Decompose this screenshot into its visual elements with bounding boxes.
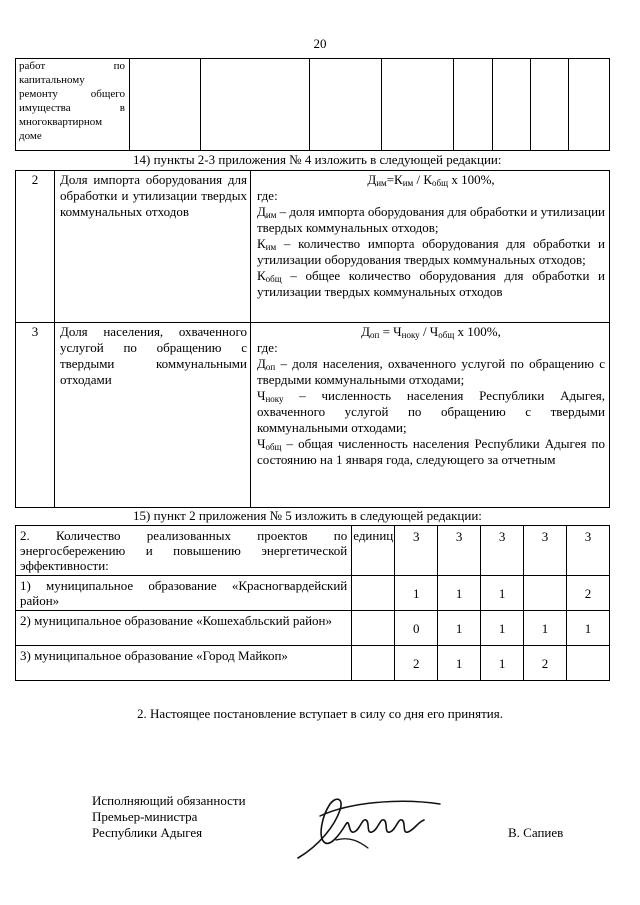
value-cell: 3 [395,526,438,576]
table-row [16,171,610,323]
row-label: 2. Количество реализованных проектов по энергосбережению и повышению энергетической эффективности: [16,526,352,576]
value-cell: 1 [395,576,438,611]
row-label: 3) муниципальное образование «Город Майкоп» [16,646,352,681]
value-cell [524,576,567,611]
amendment-item-14: 14) пункты 2-3 приложения № 4 изложить в следующей редакции: [133,152,502,167]
unit-cell: единиц [352,526,395,576]
continued-table [15,58,610,151]
row-number: 3 [16,323,55,508]
energy-projects-table [15,525,610,681]
unit-cell [352,646,395,681]
signatory-name: В. Сапиев [508,825,564,840]
value-cell: 2 [395,646,438,681]
definition: $Ч_{ноку}$ – численность населения Республики Адыгея, охваченного услугой по обращению с твердыми коммунальными отходами; [257,388,605,435]
table-row [16,611,610,646]
signatory-line: Премьер-министра [92,809,198,824]
indicator-name: Доля населения, охваченного услугой по обращению с твердыми коммунальными отходами [55,323,251,508]
table-row [16,576,610,611]
row-label: 2) муниципальное образование «Кошехабльский район» [16,611,352,646]
table-cell [493,59,531,151]
unit-cell [352,576,395,611]
table-cell [531,59,569,151]
definition: $Д_{им}$ – доля импорта оборудования для обработки и утилизации твердых коммунальных отходов; [257,204,605,235]
value-cell: 1 [438,646,481,681]
value-cell [566,646,609,681]
indicator-name: Доля импорта оборудования для обработки и утилизации твердых коммунальных отходов [55,171,251,323]
definition: $К_{общ}$ – общее количество оборудования для обработки и утилизации твердых коммунальных отходов [257,268,605,299]
row-label: 1) муниципальное образование «Красногвардейский район» [16,576,352,611]
signatory-title [92,793,246,841]
table-cell [201,59,310,151]
value-cell: 3 [524,526,567,576]
table-cell [130,59,201,151]
page-number: 20 [313,36,327,51]
value-cell: 1 [524,611,567,646]
formula: $Д_{им}=К_{им} / К_{общ}$ х 100%, [367,172,495,188]
signatory-line: Исполняющий обязанности [92,793,246,808]
table-row [16,646,610,681]
table-row [16,323,610,508]
table-cell [569,59,610,151]
table-row [16,526,610,576]
row-number: 2 [16,171,55,323]
value-cell: 1 [438,611,481,646]
formula: $Д_{оп} = Ч_{ноку} / Ч_{общ}$ х 100%, [361,324,501,340]
where-label: где: [257,188,278,203]
handwritten-signature [290,790,470,870]
value-cell: 1 [481,646,524,681]
indicator-method [251,323,610,508]
value-cell: 2 [566,576,609,611]
definition: $Д_{оп}$ – доля населения, охваченного услугой по обращению с твердыми коммунальными отходами; [257,356,605,387]
value-cell: 1 [481,576,524,611]
indicators-table [15,170,610,508]
effective-date-paragraph: 2. Настоящее постановление вступает в силу со дня его принятия. [137,706,503,721]
value-cell: 1 [566,611,609,646]
signatory-line: Республики Адыгея [92,825,203,840]
table-cell: работ по капитальному ремонту общего имущества в многоквартирном доме [16,59,130,151]
indicator-method [251,171,610,323]
value-cell: 3 [481,526,524,576]
definition: $Ч_{общ}$ – общая численность населения Республики Адыгея по состоянию на 1 января года, следующего за отчетным [257,436,605,467]
where-label: где: [257,340,278,355]
table-cell [382,59,454,151]
table-cell [454,59,493,151]
value-cell: 3 [566,526,609,576]
value-cell: 0 [395,611,438,646]
unit-cell [352,611,395,646]
value-cell: 2 [524,646,567,681]
value-cell: 1 [438,576,481,611]
definition: $К_{им}$ – количество импорта оборудования для обработки и утилизации оборудования твердых коммунальных отходов; [257,236,605,267]
amendment-item-15: 15) пункт 2 приложения № 5 изложить в следующей редакции: [133,508,482,523]
table-cell [310,59,382,151]
value-cell: 3 [438,526,481,576]
value-cell: 1 [481,611,524,646]
